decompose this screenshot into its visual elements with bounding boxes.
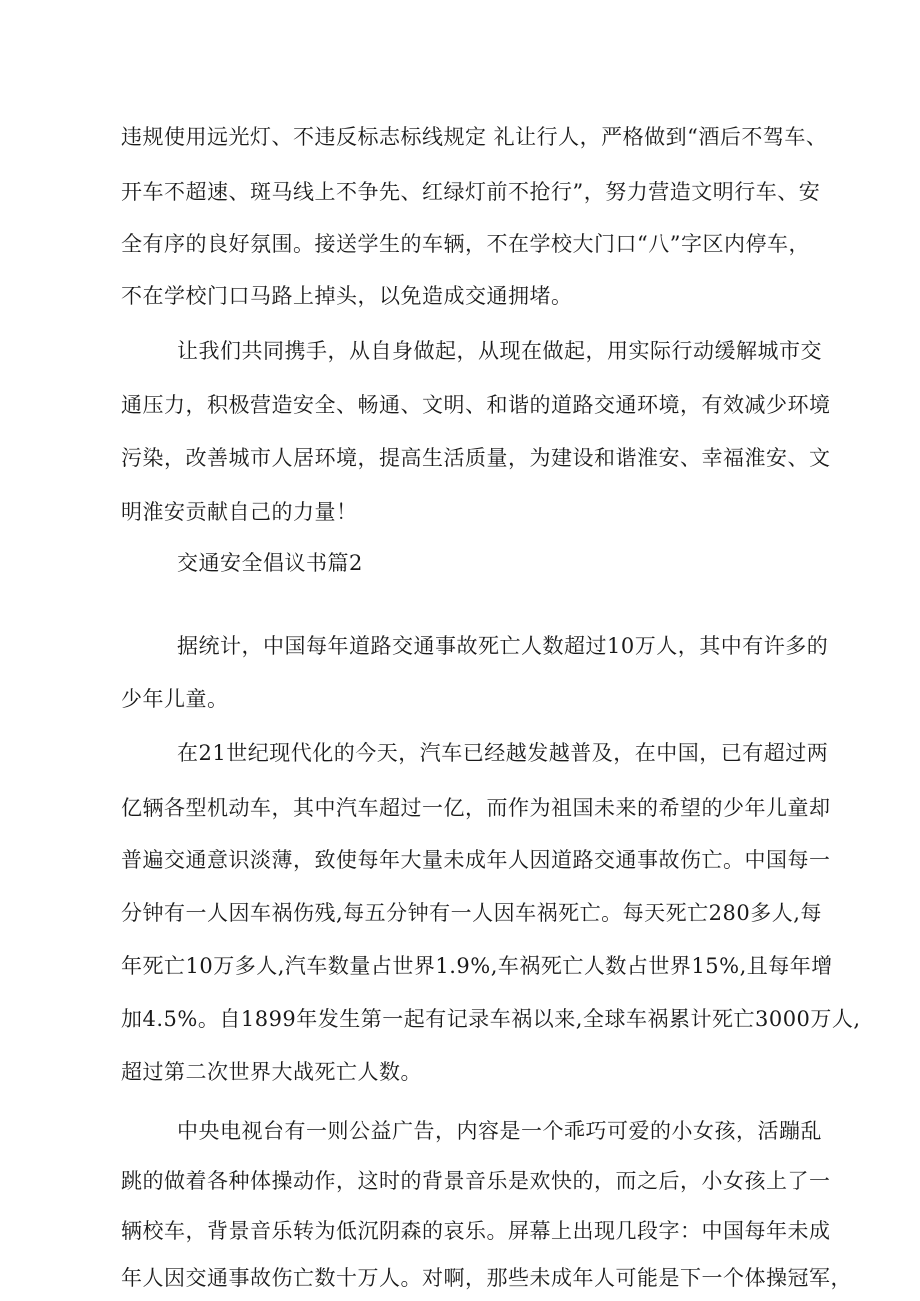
para4-line-5: 年死亡10万多人,汽车数量占世界1.9%,车祸死亡人数占世界15%,且每年增 — [121, 954, 833, 978]
para1-line-2: 开车不超速、斑马线上不争先、红绿灯前不抢行”，努力营造文明行车、安 — [121, 180, 821, 204]
para5-line-1: 中央电视台有一则公益广告，内容是一个乖巧可爱的小女孩，活蹦乱 — [177, 1119, 822, 1143]
para4-line-7: 超过第二次世界大战死亡人数。 — [121, 1060, 422, 1084]
para1-line-4: 不在学校门口马路上掉头，以免造成交通拥堵。 — [121, 284, 573, 308]
section-title: 交通安全倡议书篇2 — [177, 551, 363, 575]
para4-line-1: 在21世纪现代化的今天，汽车已经越发越普及，在中国，已有超过两 — [177, 741, 829, 765]
para2-line-4: 明淮安贡献自己的力量！ — [121, 500, 358, 524]
para4-line-2: 亿辆各型机动车，其中汽车超过一亿，而作为祖国未来的希望的少年儿童却 — [121, 796, 831, 820]
para5-line-3: 辆校车，背景音乐转为低沉阴森的哀乐。屏幕上出现几段字：中国每年未成 — [121, 1219, 831, 1243]
para2-line-1: 让我们共同携手，从自身做起，从现在做起，用实际行动缓解城市交 — [177, 339, 822, 363]
para1-line-1: 违规使用远光灯、不违反标志标线规定 礼让行人，严格做到“酒后不驾车、 — [121, 125, 828, 149]
para3-line-2: 少年儿童。 — [121, 687, 229, 711]
para2-line-3: 污染，改善城市人居环境，提高生活质量，为建设和谐淮安、幸福淮安、文 — [121, 446, 831, 470]
para5-line-4: 年人因交通事故伤亡数十万人。对啊，那些未成年人可能是下一个体操冠军， — [121, 1266, 852, 1290]
para5-line-2: 跳的做着各种体操动作，这时的背景音乐是欢快的，而之后，小女孩上了一 — [121, 1169, 831, 1193]
para4-line-3: 普遍交通意识淡薄，致使每年大量未成年人因道路交通事故伤亡。中国每一 — [121, 848, 831, 872]
para4-line-4: 分钟有一人因车祸伤残,每五分钟有一人因车祸死亡。每天死亡280多人,每 — [121, 901, 822, 925]
para4-line-6: 加4.5%。自1899年发生第一起有记录车祸以来,全球车祸累计死亡3000万人, — [121, 1007, 861, 1031]
para2-line-2: 通压力，积极营造安全、畅通、文明、和谐的道路交通环境，有效减少环境 — [121, 393, 831, 417]
para1-line-3: 全有序的良好氛围。接送学生的车辆，不在学校大门口“八”字区内停车， — [121, 232, 810, 256]
para3-line-1: 据统计，中国每年道路交通事故死亡人数超过10万人，其中有许多的 — [177, 634, 829, 658]
